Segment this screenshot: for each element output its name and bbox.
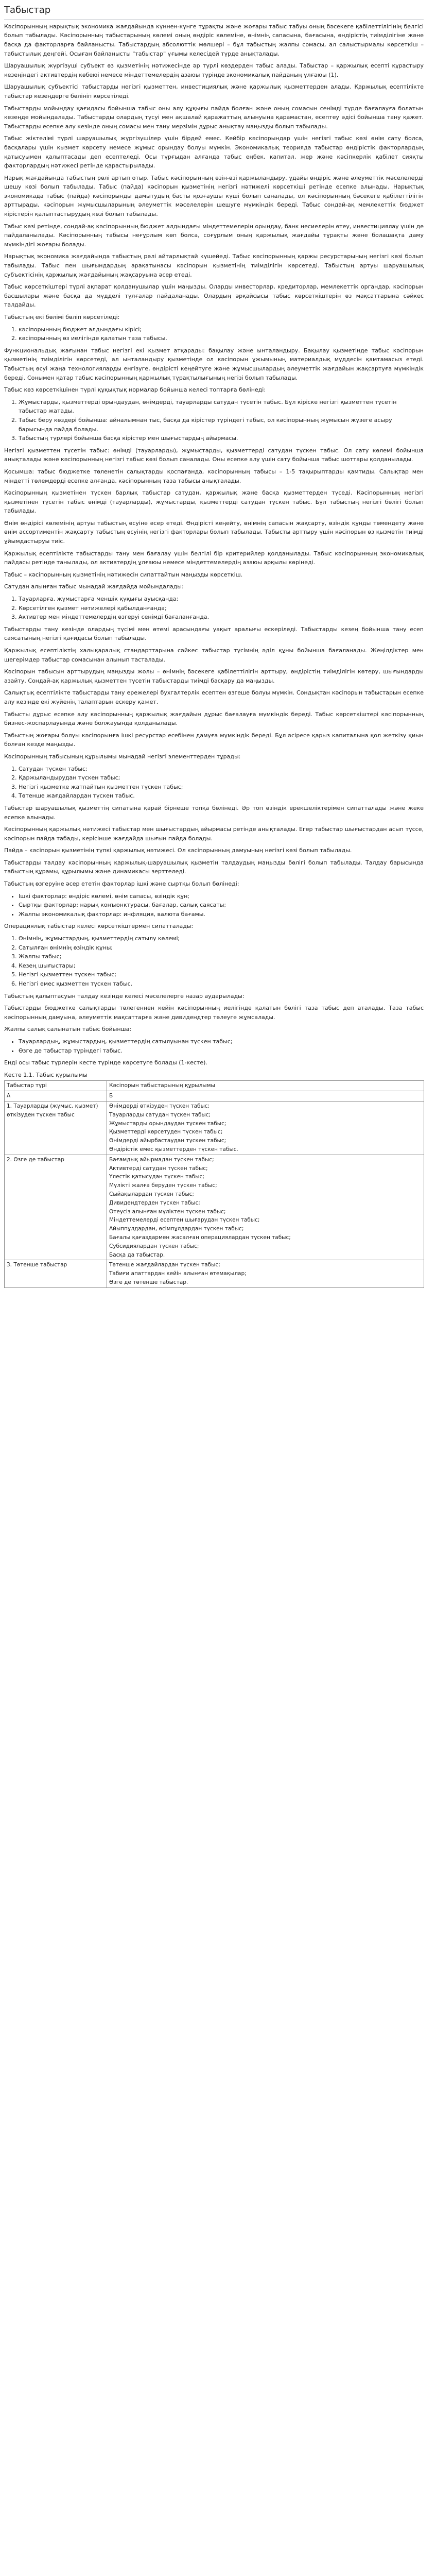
paragraph: Кәсіпорынның нарықтық экономика жағдайында күннен-күнге тұрақты және жоғары табыс табуы оның бәсекеге қабілеттілігінің белгісі болып табылады. Кәсіпорынның табыстарының көлемі оның өндіріс көлеміне, өнімнің сапасына, бағасына, өндірістің тиімділігіне және басқа да факторларға байланысты. Табыстардың абсолюттік мөлшері – бұл табыстың жалпы сомасы, ал салыстырмалы көрсеткіш – табыстылық деңгейі. Осыған байланысты "табыстар" ұғымы келесідей түрде анықталады. [4,23,424,57]
table-row [5,1101,424,1155]
list-item: 1. Тауарларға, жұмыстарға меншік құқығы ауысқанда; [19,595,424,604]
numbered-list [4,595,424,622]
paragraph: Табыстарды бюджетке салықтарды төлегеннен кейін кәсіпорынның иелігінде қалатын бөлігі таза табыс деп аталады. Таза табыс кәсіпорынның дамуына, әлеуметтік мақсаттарға және дивидендтер төлеуге жұмсалады. [4,1005,424,1021]
list-item: 3. Негізгі қызметке жатпайтын қызметтен түскен табыс; [19,783,424,792]
list-item: 3. Активтер мен міндеттемелердің өзгеруі сенімді бағаланғанда. [19,613,424,622]
paragraph: Табыстың қалыптасуын талдау кезінде келесі мәселелерге назар аударылады: [4,992,245,999]
paragraph: Табыс жіктелімі түрлі шаруашылық жүргізушілер үшін бірдей емес. Кейбір кәсіпорындар үшін негізгі табыс көзі өнім сату болса, басқалары үшін қызмет көрсету немесе жұмыс орындау болуы мүмкін. Экономикалық теорияда табыстар өндірістік факторлардың қатысуымен қалыптасады деп есептеледі. Осы тұрғыдан алғанда табыс еңбек, капитал, жер және кәсіпкерлік қабілет сияқты факторлардың нәтижесі ретінде қарастырылады. [4,135,424,170]
paragraph: Функциональдық жағынан табыс негізгі екі қызмет атқарады: бақылау және ынталандыру. Бақылау қызметінде табыс кәсіпорын қызметінің тиімділігін көрсетеді, ал ынталандыру қызметінде ол кәсіпорын ұжымының материалдық мүддесін қамтамасыз етеді. Табыстың өсуі жаңа технологияларды енгізуге, өндірісті кеңейтуге және жұмысшылардың әлеуметтік жағдайын жақсартуға мүмкіндік береді. Сонымен қатар табыс кәсіпорынның қаржылық тұрақтылығының негізі болып табылады. [4,347,424,381]
table-cell: Б [107,1091,424,1101]
cell-line: Өнімдерді айырбастаудан түскен табыс; [109,1138,226,1144]
list-item: 1. Жұмыстарды, қызметтерді орындаудан, өнімдерді, тауарларды сатудан түсетін табыс. Бұл кіріске негізгі қызметтен түсетін табыстар жатады. [19,398,424,416]
paragraph: Табыстың өзгеруіне әсер ететін факторлар ішкі және сыртқы болып бөлінеді: [4,880,239,888]
document [0,0,428,1288]
paragraph: Кәсіпорын табысын арттырудың маңызды жолы – өнімнің бәсекеге қабілеттілігін арттыру, өндірістің тиімділігін көтеру, шығындарды азайту. Сондай-ақ қаржылық қызметтен түсетін табыстарды тиімді басқару да маңызды. [4,668,424,684]
list-item: • Ішкі факторлар: өндіріс көлемі, өнім сапасы, өзіндік құн; [19,892,424,901]
paragraph: Нарықтық экономика жағдайында табыстың рөлі айтарлықтай күшейеді. Табыс кәсіпорынның қаржы ресурстарының негізгі көзі болып табылады. Табыс пен шығындардың арақатынасы кәсіпорын қызметінің тиімділігін көрсетеді. Табыстың артуы шаруашылық субъектісінің қаржылық жағдайының жақсаруына әсер етеді. [4,253,424,278]
list-item: 4. Кезең шығыстары; [19,961,424,971]
list-item: 2. Табыс беру көздері бойынша: айналымнан тыс, басқа да кірістер түріндегі табыс, ол кәсіпорынның жұмысын жүзеге асыру барысында пайда болады. [19,416,424,434]
paragraph: Енді осы табыс түрлерін кесте түрінде көрсетуге болады (1-кесте). [4,1059,207,1066]
bullet-list [4,892,424,919]
paragraph: Шаруашылық жүргізуші субъект өз қызметінің нәтижесінде әр түрлі көздерден табыс алады. Табыстар – қаржылық есепті құрастыру кезеңіндегі активтердің көбеюі немесе міндеттемелердің азаюы түрінде экономикалық пайданың ұлғаюы (1). [4,62,424,78]
cell-line: Жұмыстарды орындаудан түскен табыс; [109,1120,226,1127]
paragraph: Табыс көз көрсеткішінен түрлі құқықтық нормалар бойынша келесі топтарға бөлінеді: [4,386,266,394]
table-subheader-row [5,1091,424,1101]
paragraph: Қосымша: табыс бюджетке төленетін салықтарды қоспағанда, кәсіпорынның табысы – 1-5 тақырыптарды қамтиды. Салықтар мен міндетті төлемдерді есепке алғанда, кәсіпорынның таза табысы анықталады. [4,468,424,484]
cell-line: Бағалы қағаздармен жасалған операциялардан түскен табыс; [109,1234,291,1241]
cell-line: Өтеусіз алынған мүліктен түскен табыс; [109,1208,226,1215]
cell-line: Тауарларды сатудан түскен табыс; [109,1111,211,1118]
list-item: • Өзге де табыстар түріндегі табыс. [19,1046,424,1056]
paragraph: Кәсіпорынның табысының құрылымы мынадай негізгі элементтерден тұрады: [4,753,241,760]
table-row-label: 1. Тауарларды (жұмыс, қызмет) өткізуден түскен табыс [5,1101,107,1155]
cell-line: Төтенше жағдайлардан түскен табыс; [109,1262,220,1268]
table-caption: Кесте 1.1. Табыс құрылымы [4,1071,88,1078]
cell-line: Басқа да табыстар. [109,1251,165,1258]
list-item: • Жалпы экономикалық факторлар: инфляция, валюта бағамы. [19,910,424,919]
cell-line: Өнімдерді өткізуден түскен табыс; [109,1103,210,1109]
column-header: Кәсіпорын табыстарының құрылымы [107,1081,424,1091]
paragraph: Табыстарды тану кезінде олардың түсімі мен өтемі арасындағы уақыт аралығы ескеріледі. Табыстарды кезең бойынша тану есеп саясатының негізгі қағидасы болып табылады. [4,625,424,642]
numbered-list [4,765,424,801]
cell-line: Өзге де төтенше табыстар. [109,1279,188,1285]
table-row [5,1155,424,1260]
paragraph: Кәсіпорынның қызметінен түскен барлық табыстар сатудан, қаржылық және басқа қызметтерден түседі. Кәсіпорынның негізгі қызметінен түсетін табыс өнімді (тауарларды), жұмыстарды, қызметтерді сатудан түскен табыс. Бұл табыстың негізгі бөлігі болып табылады. [4,489,424,515]
intro-section [4,22,424,101]
paragraph: Табыстың екі бөлімі бөліп көрсетіледі: [4,314,120,321]
numbered-list [4,325,424,343]
cell-line: Өндірістік емес қызметтерден түскен табыс. [109,1146,238,1153]
table-cell [107,1101,424,1155]
list-item: 3. Табыстың түрлері бойынша басқа кірістер мен шығыстардың айырмасы. [19,434,424,443]
table-row-label: 2. Өзге де табыстар [5,1155,107,1260]
cell-line: Міндеттемелерді есептен шығарудан түскен табыс; [109,1217,260,1224]
list-item: 3. Жалпы табыс; [19,952,424,961]
bullet-list [4,1037,424,1055]
list-item: 1. Өнімнің, жұмыстардың, қызметтердің сатылу көлемі; [19,934,424,943]
paragraph: Жалпы салық салынатын табыс бойынша: [4,1026,132,1033]
cell-line: Сыйақылардан түскен табыс; [109,1191,194,1197]
cell-line: Субсидиялардан түскен табыс; [109,1243,199,1249]
cell-line: Үлестік қатысудан түскен табыс; [109,1174,204,1180]
paragraph: Табысты дұрыс есепке алу кәсіпорынның қаржылық жағдайын дұрыс бағалауға мүмкіндік береді. Табыс көрсеткіштері кәсіпорынның бизнес-жоспарлауында және болжауында қолданылады. [4,710,424,727]
paragraph: Салықтық есептілікте табыстарды тану ережелері бухгалтерлік есептен өзгеше болуы мүмкін. Сондықтан кәсіпорын табыстарын есепке алу кезінде екі жүйенің талаптарын ескеру қажет. [4,689,424,705]
list-item: 1. кәсіпорынның бюджет алдындағы кірісі; [19,325,424,334]
table-header-row [5,1081,424,1091]
paragraph: Шаруашылық субъектісі табыстарды негізгі қызметтен, инвестициялық және қаржылық қызметтерден алады. Қаржылық есептілікте табыстар кезеңдерге бөлініп көрсетіледі. [4,83,424,99]
list-item: 6. Негізгі емес қызметтен түскен табыс. [19,979,424,989]
cell-line: Айыппұлдардан, өсімпұлдардан түскен табыс; [109,1226,244,1232]
list-item: 2. Көрсетілген қызмет нәтижелері қабылданғанда; [19,604,424,613]
paragraph: Сатудан алынған табыс мынадай жағдайда мойындалады: [4,583,184,590]
page-title: Табыстар [4,3,424,20]
paragraph: Табыс көзі ретінде, сондай-ақ кәсіпорынның бюджет алдындағы міндеттемелерін орындау, банк несиелерін өтеу, инвестициялау үшін де пайдаланылады. Кәсіпорынның табысы неғұрлым көп болса, соғұрлым оның қаржылық жағдайы тұрақты және болашақта даму мүмкіндігі жоғары болады. [4,223,424,248]
list-item: 2. кәсіпорынның өз иелігінде қалатын таза табысы. [19,334,424,343]
paragraph: Табыс – кәсіпорынның қызметінің нәтижесін сипаттайтын маңызды көрсеткіш. [4,571,243,578]
table-cell [107,1260,424,1287]
table-cell: А [5,1091,107,1101]
numbered-list [4,398,424,443]
paragraph: Өнім өндірісі көлемінің артуы табыстың өсуіне әсер етеді. Өндірісті кеңейту, өнімнің сапасын жақсарту, өзіндік құнды төмендету және өнім ассортиментін жақсарту табыстың өсуінің негізгі факторлары болып табылады. Табысты арттыру үшін кәсіпорын өз қызметін тиімді ұйымдастыруы тиіс. [4,519,424,545]
paragraph: Қаржылық есептіліктің халықаралық стандарттарына сәйкес табыстар түсімнің әділ құны бойынша бағаланады. Жеңілдіктер мен шегерімдер табыстар сомасынан алынып тасталады. [4,647,424,663]
cell-line: Мүлікті жалға беруден түскен табыс; [109,1182,217,1189]
table-row [5,1260,424,1287]
table-cell [107,1155,424,1260]
paragraph: Табыстарды мойындау қағидасы бойынша табыс оны алу құқығы пайда болған және оның сомасын сенімді түрде бағалауға болатын кезеңде мойындалады. Табыстарды олардың түсуі мен ақшалай қаражаттың алынуына қарамастан, есептеу әдісі бойынша тану қажет. Табыстарды есепке алу кезінде оның сомасы мен тану мерзімін дұрыс анықтау маңызды болып табылады. [4,105,424,130]
cell-line: Қызметтерді көрсетуден түскен табыс; [109,1129,223,1136]
paragraph: Пайда – кәсіпорын қызметінің түпкі қаржылық нәтижесі. Ол кәсіпорынның дамуының негізгі көзі болып табылады. [4,847,352,854]
numbered-list [4,934,424,989]
cell-line: Активтерді сатудан түскен табыс; [109,1165,208,1172]
list-item: • Сыртқы факторлар: нарық конъюнктурасы, бағалар, салық саясаты; [19,901,424,910]
paragraph: Қаржылық есептілікте табыстарды тану мен бағалау үшін белгілі бір критерийлер қолданылады. Табыс кәсіпорынның экономикалық пайдасы ретінде танылады, ол активтердің ұлғаюы немесе міндеттемелердің азаюы арқылы көрінеді. [4,550,424,566]
paragraph: Табыс көрсеткіштері түрлі ақпарат қолданушылар үшін маңызды. Оларды инвесторлар, кредиторлар, мемлекеттік органдар, кәсіпорын басшылары және басқа да мүдделі тұлғалар пайдаланады. Олардың әрқайсысы табыс көрсеткіштерін өз мақсаттарына сәйкес талдайды. [4,283,424,309]
paragraph: Табыстар шаруашылық қызметтің сипатына қарай бірнеше топқа бөлінеді. Әр топ өзіндік ерекшеліктерімен сипатталады және жеке есепке алынады. [4,804,424,821]
paragraph: Табыстың жоғары болуы кәсіпорынға ішкі ресурстар есебінен дамуға мүмкіндік береді. Бұл әсіресе қарыз капиталына қол жеткізу қиын болған кезде маңызды. [4,732,424,748]
cell-line: Бағамдық айырмадан түскен табыс; [109,1156,214,1163]
list-item: 4. Төтенше жағдайлардан түскен табыс. [19,791,424,801]
list-item: 5. Негізгі қызметтен түскен табыс; [19,970,424,979]
list-item: 2. Сатылған өнімнің өзіндік құны; [19,943,424,953]
paragraph: Операциялық табыстар келесі көрсеткіштермен сипатталады: [4,923,194,930]
body-section [4,104,424,310]
list-item: • Тауарлардың, жұмыстардың, қызметтердің сатылуынан түскен табыс; [19,1037,424,1046]
table-row-label: 3. Төтенше табыстар [5,1260,107,1287]
list-item: 1. Сатудан түскен табыс; [19,765,424,774]
list-item: 2. Қаржыландырудан түскен табыс; [19,773,424,783]
paragraph: Кәсіпорынның қаржылық нәтижесі табыстар мен шығыстардың айырмасы ретінде анықталады. Егер табыстар шығыстардан асып түссе, кәсіпорын пайда табады, керісінше жағдайда шығын пайда болады. [4,826,424,842]
paragraph: Табыстарды талдау кәсіпорынның қаржылық-шаруашылық қызметін талдаудың маңызды бөлігі болып табылады. Талдау барысында табыстың құрамы, құрылымы және динамикасы зерттеледі. [4,859,424,875]
paragraph: Нарық жағдайында табыстың рөлі артып отыр. Табыс кәсіпорынның өзін-өзі қаржыландыру, ұдайы өндіріс және әлеуметтік мәселелерді шешу көзі болып табылады. Табыс (пайда) кәсіпорын қызметінің негізгі нәтижелі көрсеткіші ретінде есепке алынады. Нарықтық экономикада табыс (пайда) кәсіпорынды дамытудың басты қозғаушы күші болып саналады, ол кәсіпорынның бәсекеге қабілеттілігін арттырады, кәсіпорын жұмысшыларының әлеуметтік мәселелерін шешуге мүмкіндік береді. Табыс сондай-ақ мемлекеттік бюджет кірістерін қалыптастырудың көзі болып табылады. [4,174,424,218]
cell-line: Табиғи апаттардан кейін алынған өтемақылар; [109,1270,247,1277]
column-header: Табыстар түрі [5,1081,107,1091]
cell-line: Дивидендтерден түскен табыс; [109,1199,200,1206]
income-table [4,1080,424,1287]
paragraph: Негізгі қызметтен түсетін табыс: өнімді (тауарларды), жұмыстарды, қызметтерді сатудан түскен табыс. Ол сату көлемі бойынша анықталады және кәсіпорынның негізгі табыс көзі болып саналады. Оны есепке алу үшін сату бойынша табыс шоттары қолданылады. [4,447,424,463]
